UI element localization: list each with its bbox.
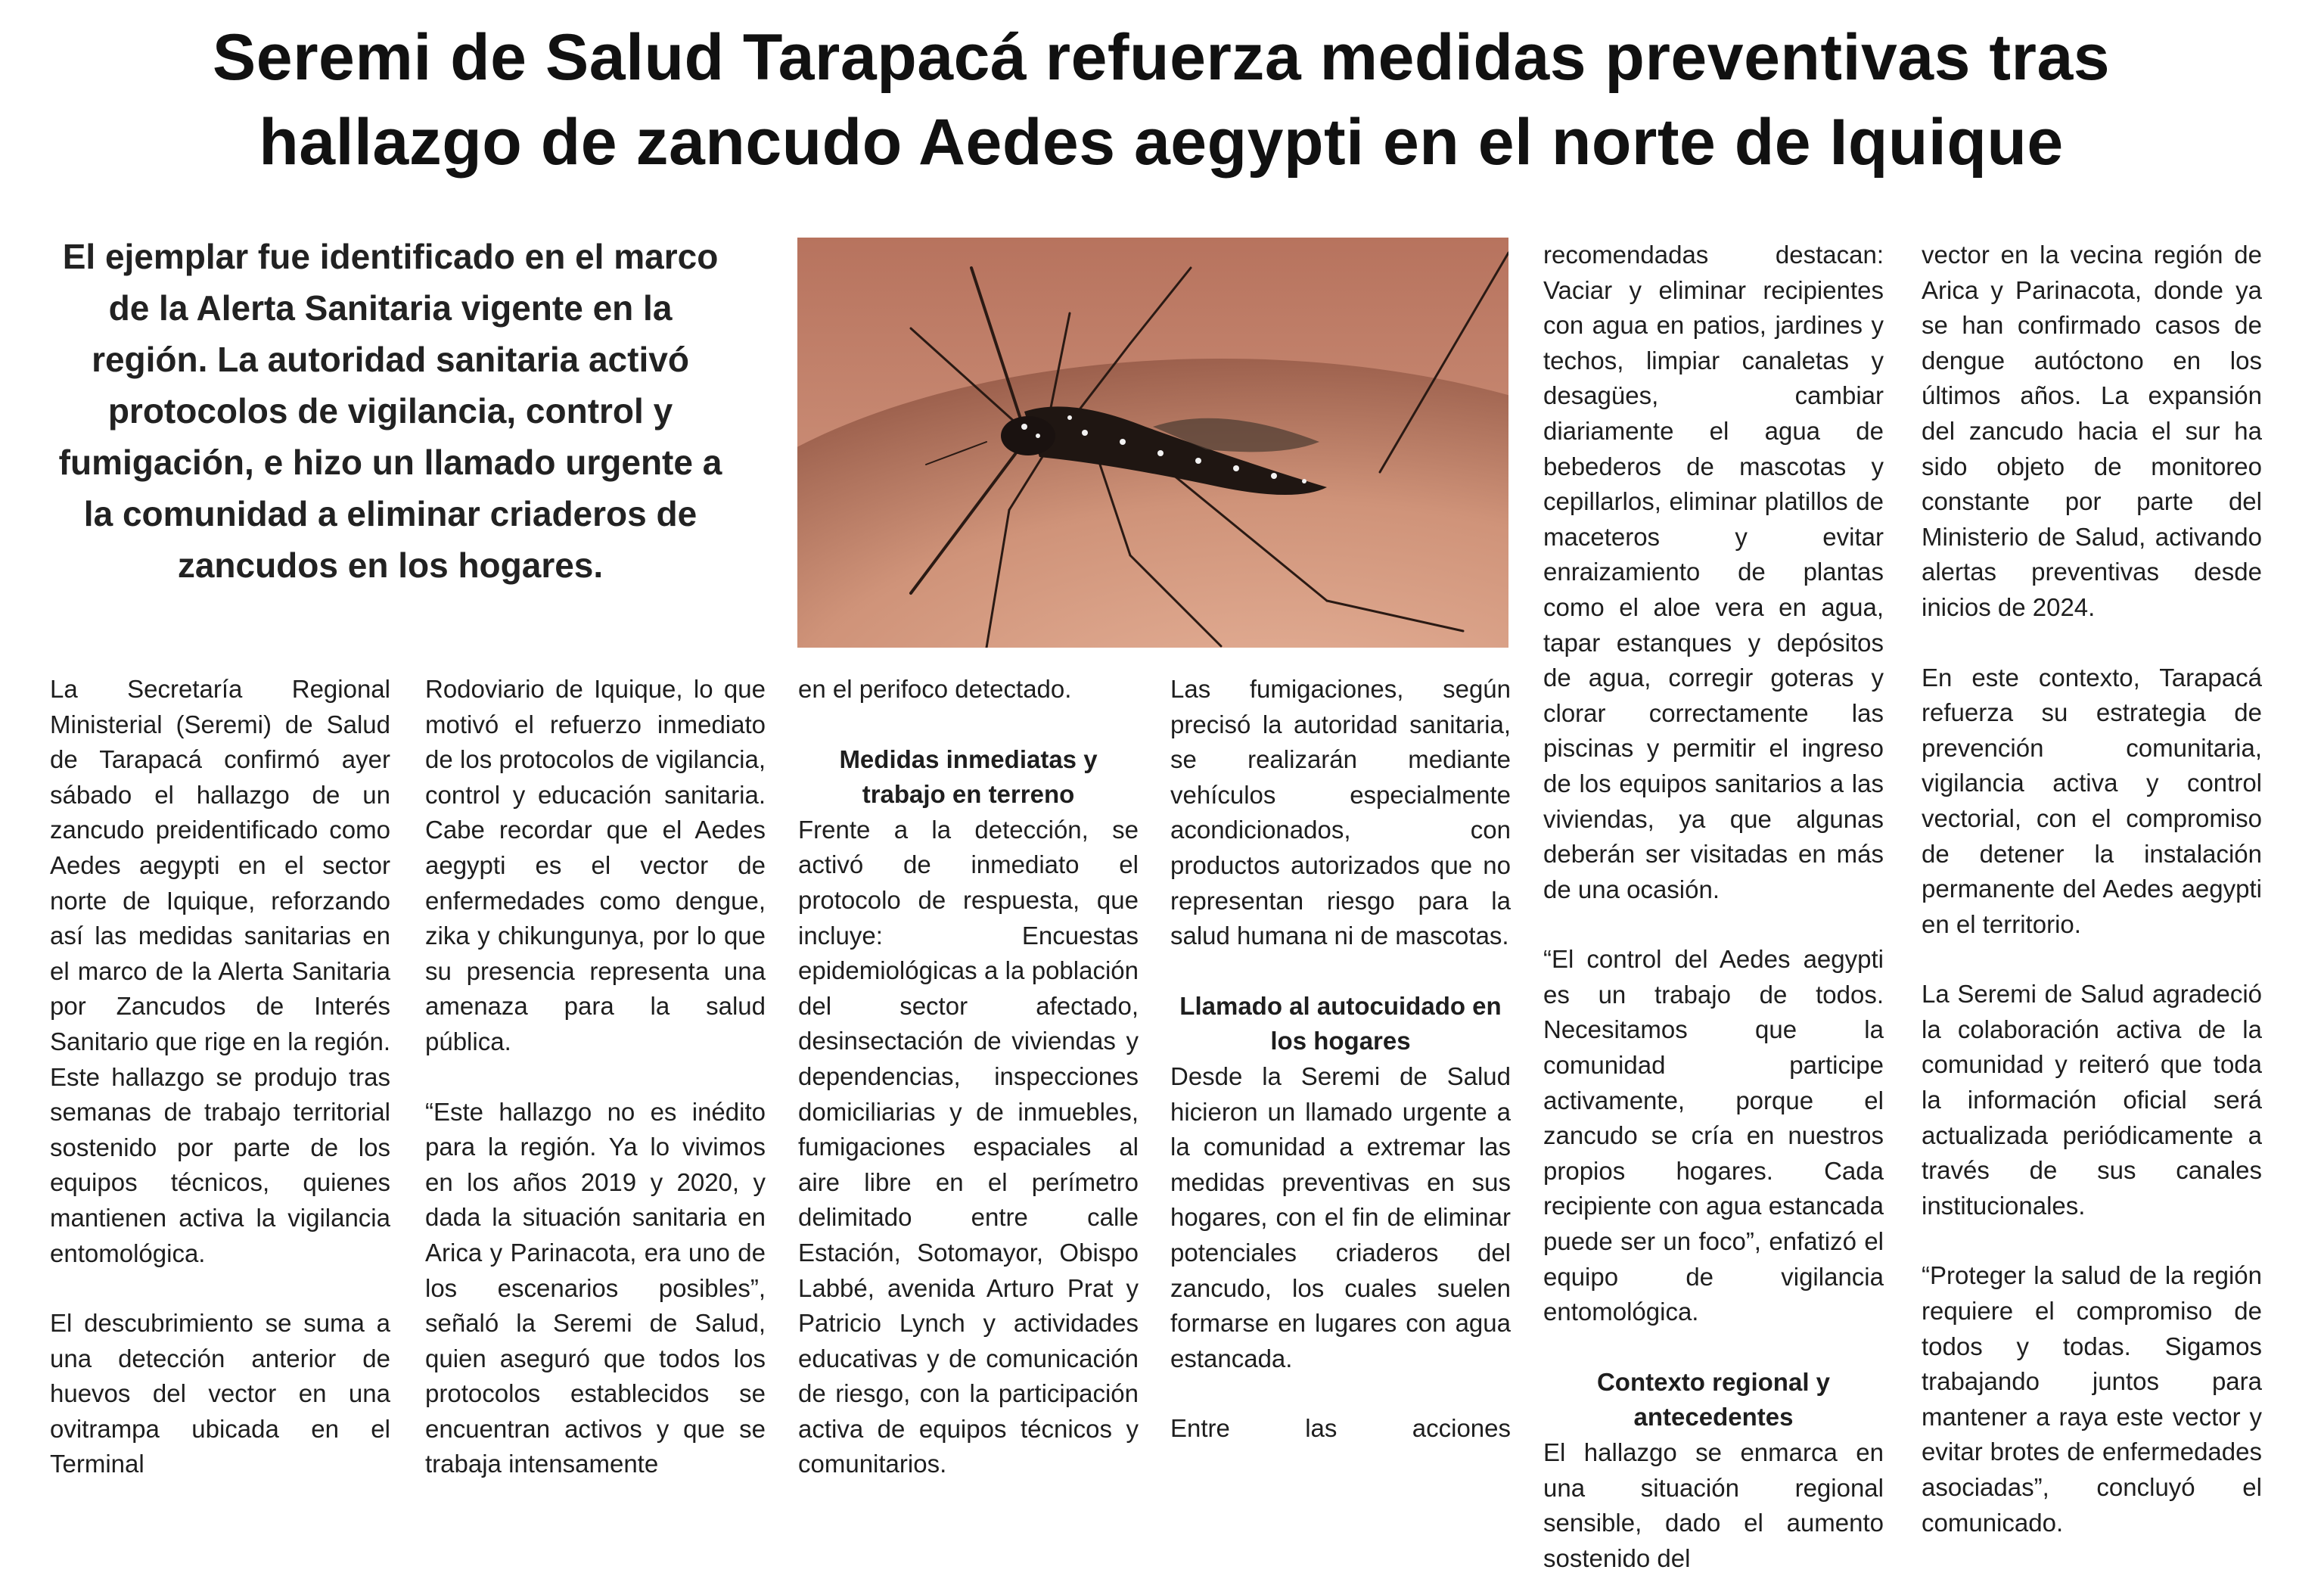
article-deck: El ejemplar fue identificado en el marco de la Alerta Sanitaria vigente en la región. La autoridad sanitaria activó protocolos de vigilancia, control y fumigación, e hizo un llamado urgente a la comunidad a eliminar criaderos de zancudos en los hogares. xyxy=(58,237,722,585)
paragraph: La Seremi de Salud agradeció la colaboración activa de la comunidad y reiteró que toda la información oficial será actualizada periódicamente a través de sus canales institucionales. xyxy=(1922,980,2262,1220)
paragraph: “El control del Aedes aegypti es un trabajo de todos. Necesitamos que la comunidad participe activamente, porque el zancudo se cría en nuestros propios hogares. Cada recipiente con agua estancada puede ser un foco”, enfatizó el equipo de vigilancia entomológica. xyxy=(1543,945,1884,1326)
column-1 xyxy=(50,672,390,1482)
mosquito-illustration xyxy=(797,238,1508,648)
paragraph: Entre las acciones xyxy=(1170,1414,1511,1443)
paragraph: En este contexto, Tarapacá refuerza su estrategia de prevención comunitaria, vigilancia activa y control vectorial, con el compromiso de detener la instalación permanente del Aedes aegypti en el territorio. xyxy=(1922,663,2262,938)
paragraph: Desde la Seremi de Salud hicieron un llamado urgente a la comunidad a extremar las medidas preventivas en sus hogares, con el fin de eliminar potenciales criaderos del zancudo, los cuales suelen formarse en lugares con agua estancada. xyxy=(1170,1062,1511,1372)
paragraph: El descubrimiento se suma a una detección anterior de huevos del vector en una ovitrampa ubicada en el Terminal xyxy=(50,1309,390,1478)
paragraph: La Secretaría Regional Ministerial (Seremi) de Salud de Tarapacá confirmó ayer sábado el hallazgo de un zancudo preidentificado como Aedes aegypti en el sector norte de Iquique, reforzando así las medidas sanitarias en el marco de la Alerta Sanitaria por Zancudos de Interés Sanitario que rige en la región. Este hallazgo se produjo tras semanas de trabajo territorial sostenido por parte de los equipos técnicos, quienes mantienen activa la vigilancia entomológica. xyxy=(50,675,390,1267)
headline xyxy=(45,15,2277,185)
column-2 xyxy=(425,672,766,1482)
section-heading: Contexto regional y antecedentes xyxy=(1596,1367,1831,1431)
paragraph: Rodoviario de Iquique, lo que motivó el refuerzo inmediato de los protocolos de vigilancia, control y educación sanitaria. Cabe recordar que el Aedes aegypti es el vector de enfermedades como dengue, zika y chikungunya, por lo que su presencia representa una amenaza para la salud pública. xyxy=(425,675,766,1055)
paragraph: Las fumigaciones, según precisó la autoridad sanitaria, se realizarán mediante vehículos especialmente acondicionados, con productos autorizados que no representan riesgo para la salud humana ni de mascotas. xyxy=(1170,675,1511,950)
column-5 xyxy=(1543,238,1884,1576)
paragraph: vector en la vecina región de Arica y Parinacota, donde ya se han confirmado casos de dengue autóctono en los últimos años. La expansión del zancudo hacia el sur ha sido objeto de monitoreo constante por parte del Ministerio de Salud, activando alertas preventivas desde inicios de 2024. xyxy=(1922,241,2262,621)
headline-line-1: Seremi de Salud Tarapacá refuerza medidas preventivas tras xyxy=(212,21,2111,94)
paragraph: Frente a la detección, se activó de inmediato el protocolo de respuesta, que incluye: Encuestas epidemiológicas a la población del sector afectado, desinsectación de viviendas y dependencias, inspecciones domiciliarias y de inmuebles, fumigaciones espaciales al aire libre en el perímetro delimitado entre calle Estación, Sotomayor, Obispo Labbé, avenida Arturo Prat y Patricio Lynch y actividades educativas y de comunicación de riesgo, con la participación activa de equipos técnicos y comunitarios. xyxy=(798,815,1139,1478)
paragraph: en el perifoco detectado. xyxy=(798,675,1072,703)
mosquito-photo xyxy=(797,238,1508,648)
section-heading: Llamado al autocuidado en los hogares xyxy=(1179,991,1502,1055)
paragraph: recomendadas destacan: Vaciar y eliminar recipientes con agua en patios, jardines y techos, limpiar canaletas y desagües, cambiar diariamente el agua de bebederos de mascotas y cepillarlos, eliminar platillos de maceteros y evitar enraizamiento de plantas como el aloe vera en agua, tapar estanques y depósitos de agua, corregir goteras y clorar correctamente las piscinas y permitir el ingreso de los equipos sanitarios a las viviendas, ya que algunas deberán ser visitadas en más de una ocasión. xyxy=(1543,241,1884,903)
headline-line-2: hallazgo de zancudo Aedes aegypti en el norte de Iquique xyxy=(259,106,2064,179)
column-3 xyxy=(798,672,1139,1482)
paragraph: El hallazgo se enmarca en una situación regional sensible, dado el aumento sostenido del xyxy=(1543,1438,1884,1572)
column-4 xyxy=(1170,672,1511,1447)
section-heading: Medidas inmediatas y trabajo en terreno xyxy=(839,744,1098,809)
paragraph: “Este hallazgo no es inédito para la región. Ya lo vivimos en los años 2019 y 2020, y dada la situación sanitaria en Arica y Parinacota, era uno de los escenarios posibles”, señaló la Seremi de Salud, quien aseguró que todos los protocolos establecidos se encuentran activos y que se trabaja intensamente xyxy=(425,1097,766,1478)
paragraph: “Proteger la salud de la región requiere el compromiso de todos y todas. Sigamos trabajando juntos para mantener a raya este vector y evitar brotes de enfermedades asociadas”, concluyó el comunicado. xyxy=(1922,1261,2262,1537)
column-6 xyxy=(1922,238,2262,1540)
